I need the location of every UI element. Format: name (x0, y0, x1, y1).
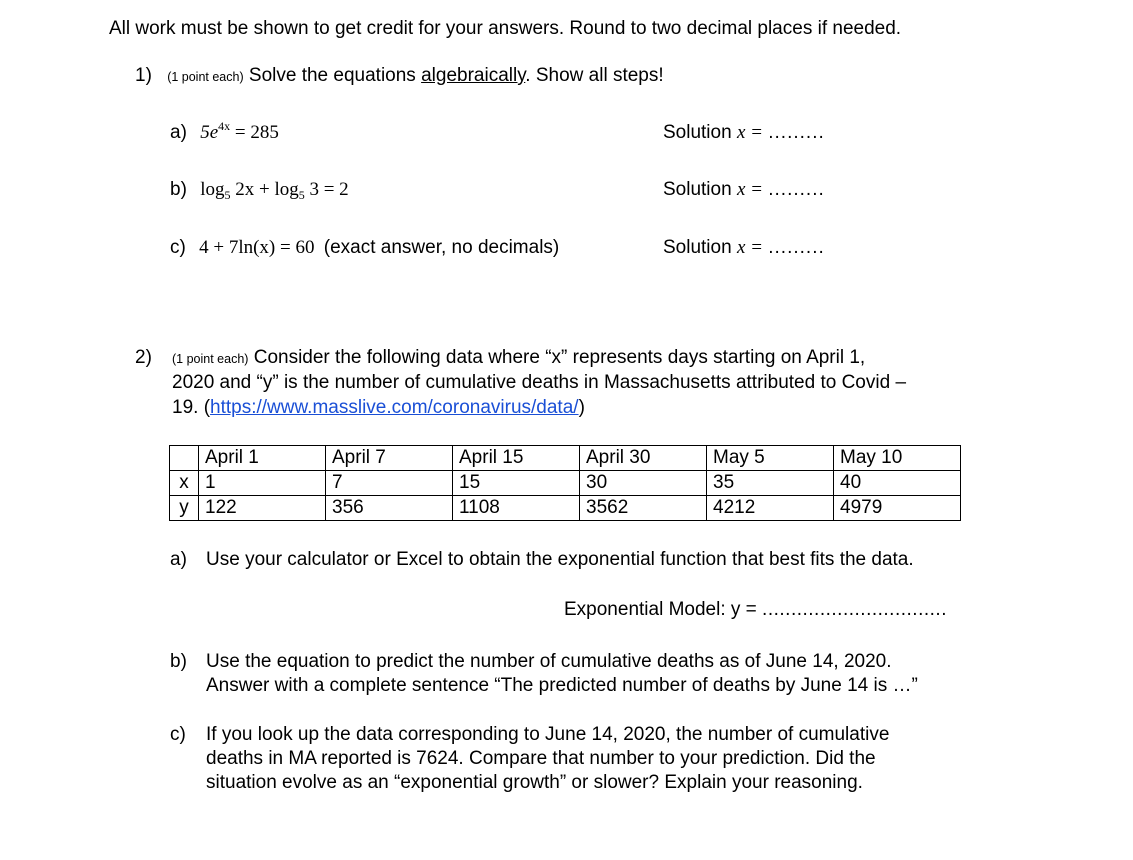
question-1-prompt-underlined: algebraically (421, 65, 526, 86)
row-label-y: y (170, 496, 199, 521)
table-header-cell: April 30 (580, 446, 707, 471)
table-header-cell: April 15 (453, 446, 580, 471)
table-cell: 1 (199, 471, 326, 496)
question-2-line-3: 19. (https://www.masslive.com/coronavirus/data/) (172, 397, 585, 418)
table-cell: 35 (707, 471, 834, 496)
question-1b-equation: $\log_5 2x + \log_5 3 = 2$ (200, 179, 349, 202)
question-1-points: (1 point each) (167, 70, 244, 84)
solution-label: Solution (663, 237, 732, 258)
table-cell: 356 (326, 496, 453, 521)
question-2b-line-1: Use the equation to predict the number of cumulative deaths as of June 14, 2020. (206, 651, 892, 672)
table-cell: 4979 (834, 496, 961, 521)
table-header-cell: April 7 (326, 446, 453, 471)
solution-variable: x = (736, 122, 763, 143)
question-2b-label: b) (170, 651, 187, 672)
table-header-cell: May 10 (834, 446, 961, 471)
table-row-y (170, 496, 961, 521)
data-source-link[interactable]: https://www.masslive.com/coronavirus/data/ (210, 397, 579, 418)
answer-blank: ......... (768, 237, 825, 258)
question-1c-label: c) (170, 237, 186, 258)
instructions-text: All work must be shown to get credit for your answers. Round to two decimal places if needed. (109, 18, 902, 39)
question-2-number: 2) (135, 347, 152, 368)
table-header-cell: April 1 (199, 446, 326, 471)
solution-label: Solution (663, 122, 732, 143)
table-cell: 1108 (453, 496, 580, 521)
solution-1c (663, 236, 825, 260)
table-cell: 30 (580, 471, 707, 496)
question-1a-label: a) (170, 122, 187, 143)
table-cell: 3562 (580, 496, 707, 521)
exponential-model-answer (564, 598, 947, 622)
answer-blank: ................................ (762, 599, 947, 620)
table-cell: 4212 (707, 496, 834, 521)
answer-blank: ......... (768, 122, 825, 143)
exponential-model-label: Exponential Model: y = (564, 599, 763, 620)
question-1a (170, 121, 279, 145)
table-row-x (170, 471, 961, 496)
solution-variable: x = (736, 179, 763, 200)
table-cell: 122 (199, 496, 326, 521)
data-table (169, 445, 961, 521)
question-2-points: (1 point each) (172, 352, 249, 366)
question-1c (170, 236, 559, 260)
table-cell: 7 (326, 471, 453, 496)
solution-variable: x = (736, 237, 763, 258)
question-1b-label: b) (170, 179, 187, 200)
answer-blank: ......... (768, 179, 825, 200)
solution-1b (663, 178, 825, 202)
question-2a-text: Use your calculator or Excel to obtain the exponential function that best fits the data. (206, 549, 914, 570)
question-2c-line-1: If you look up the data corresponding to June 14, 2020, the number of cumulative (206, 724, 890, 745)
solution-1a (663, 121, 825, 145)
question-1 (135, 64, 664, 89)
table-corner-cell (170, 446, 199, 471)
table-cell: 40 (834, 471, 961, 496)
table-header-cell: May 5 (707, 446, 834, 471)
question-1c-note: (exact answer, no decimals) (323, 237, 560, 258)
question-1-number: 1) (135, 65, 152, 86)
question-2b-line-2: Answer with a complete sentence “The predicted number of deaths by June 14 is …” (206, 675, 918, 696)
question-2a-label: a) (170, 549, 187, 570)
row-label-x: x (170, 471, 199, 496)
table-header-row (170, 446, 961, 471)
question-1-prompt-end: . Show all steps! (525, 65, 664, 86)
question-2c-line-2: deaths in MA reported is 7624. Compare that number to your prediction. Did the (206, 748, 876, 769)
question-1-prompt: Solve the equations (248, 65, 416, 86)
question-2c-label: c) (170, 724, 186, 745)
question-2-line-2: 2020 and “y” is the number of cumulative deaths in Massachusetts attributed to Covid – (172, 372, 907, 393)
question-2c-line-3: situation evolve as an “exponential growth” or slower? Explain your reasoning. (206, 772, 863, 793)
question-1b (170, 178, 349, 202)
question-2-line-1: (1 point each) Consider the following data where “x” represents days starting on April 1, (172, 347, 866, 368)
question-1a-equation: $5e^{4x} = 285$ (200, 119, 279, 143)
solution-label: Solution (663, 179, 732, 200)
table-cell: 15 (453, 471, 580, 496)
question-1c-equation: 4 + 7ln(x) = 60 (199, 237, 315, 258)
